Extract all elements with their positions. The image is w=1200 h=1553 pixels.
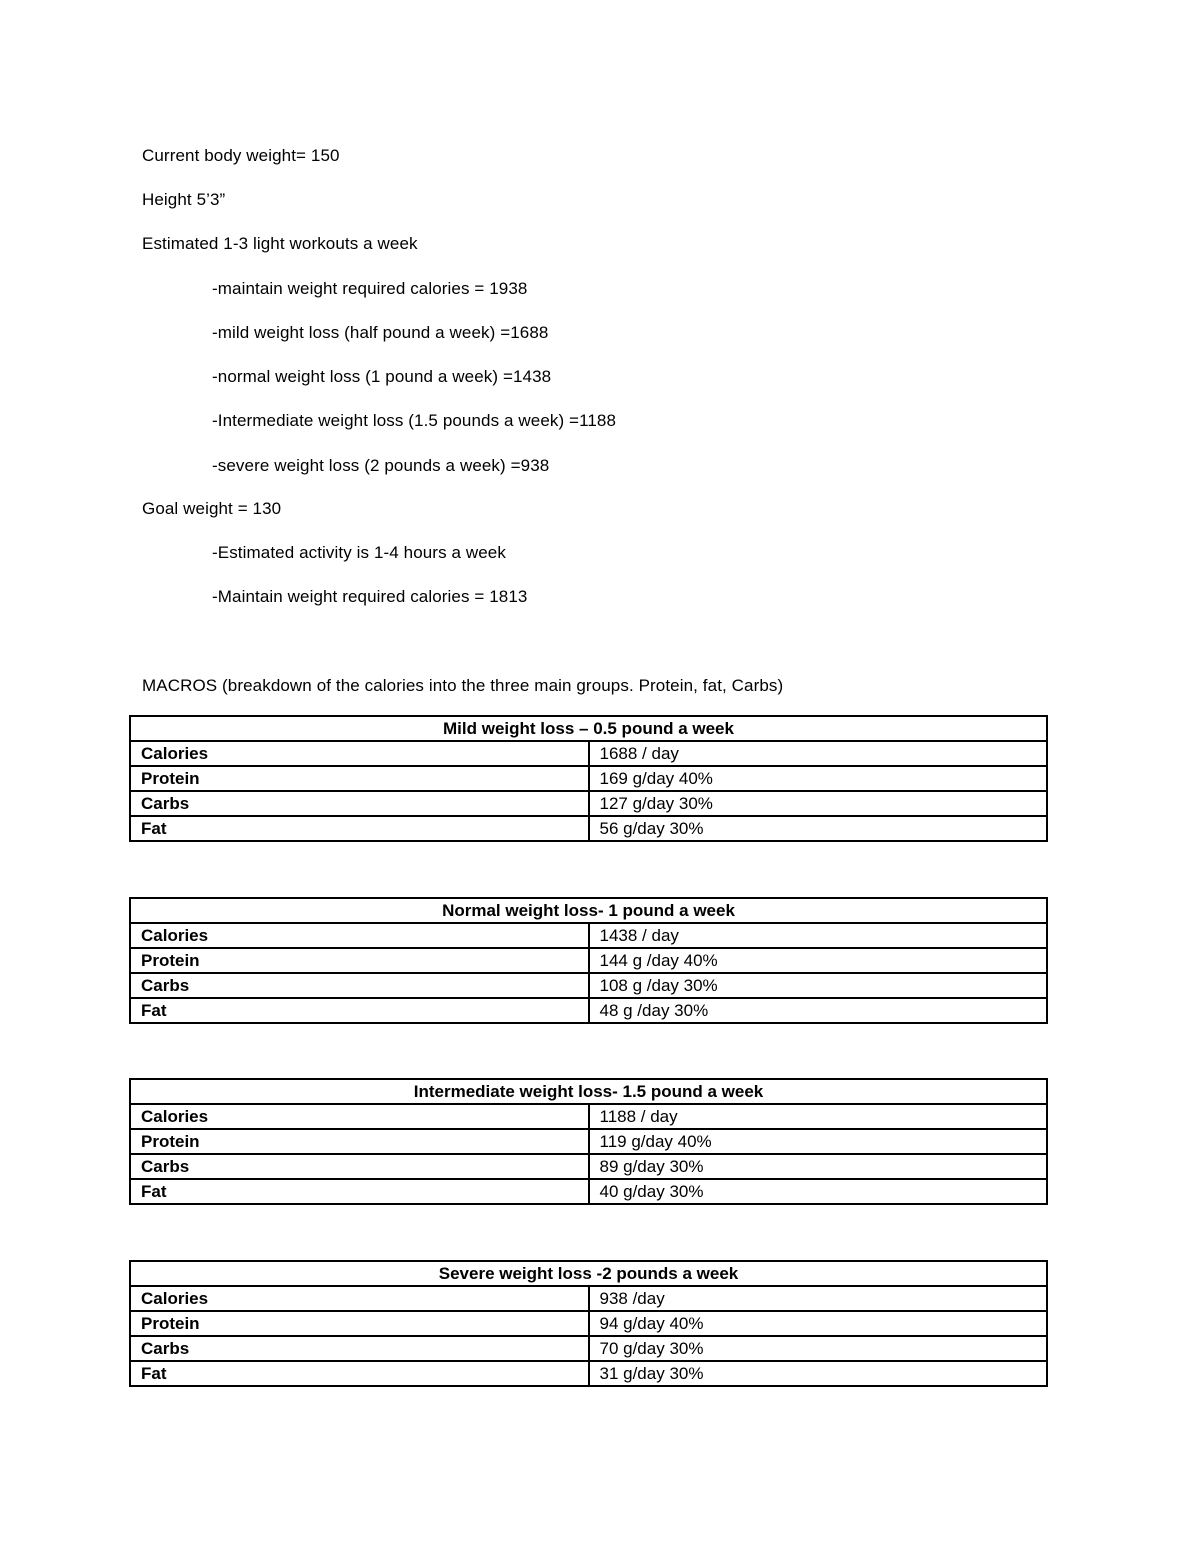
table-row	[130, 923, 1047, 948]
row-label: Carbs	[130, 973, 589, 998]
row-value: 1438 / day	[589, 923, 1048, 948]
row-label: Carbs	[130, 1154, 589, 1179]
row-label: Carbs	[130, 1336, 589, 1361]
table-row	[130, 998, 1047, 1023]
row-label: Fat	[130, 1361, 589, 1386]
current-weight-line: Current body weight= 150	[142, 146, 340, 165]
row-value: 70 g/day 30%	[589, 1336, 1048, 1361]
row-label: Fat	[130, 816, 589, 841]
option-maintain: -maintain weight required calories = 1938	[212, 279, 528, 298]
table-title: Mild weight loss – 0.5 pound a week	[130, 716, 1047, 741]
row-label: Fat	[130, 998, 589, 1023]
row-label: Carbs	[130, 791, 589, 816]
table-row	[130, 1311, 1047, 1336]
option-severe: -severe weight loss (2 pounds a week) =938	[212, 456, 550, 475]
row-value: 56 g/day 30%	[589, 816, 1048, 841]
table-row	[130, 1179, 1047, 1204]
table-row	[130, 816, 1047, 841]
row-label: Protein	[130, 1311, 589, 1336]
row-value: 938 /day	[589, 1286, 1048, 1311]
macros-heading: MACROS (breakdown of the calories into the three main groups. Protein, fat, Carbs)	[142, 676, 784, 695]
row-value: 119 g/day 40%	[589, 1129, 1048, 1154]
table-row	[130, 1361, 1047, 1386]
row-value: 144 g /day 40%	[589, 948, 1048, 973]
table-row	[130, 791, 1047, 816]
row-value: 40 g/day 30%	[589, 1179, 1048, 1204]
row-label: Protein	[130, 948, 589, 973]
option-normal: -normal weight loss (1 pound a week) =1438	[212, 367, 552, 386]
option-mild: -mild weight loss (half pound a week) =1688	[212, 323, 549, 342]
goal-activity-note: -Estimated activity is 1-4 hours a week	[212, 543, 506, 562]
row-label: Fat	[130, 1179, 589, 1204]
table-title: Severe weight loss -2 pounds a week	[130, 1261, 1047, 1286]
table-row	[130, 766, 1047, 791]
goal-maintain-note: -Maintain weight required calories = 1813	[212, 587, 528, 606]
row-value: 89 g/day 30%	[589, 1154, 1048, 1179]
row-label: Protein	[130, 1129, 589, 1154]
table-row	[130, 1129, 1047, 1154]
row-value: 48 g /day 30%	[589, 998, 1048, 1023]
goal-weight-line: Goal weight = 130	[142, 499, 282, 518]
table-title-row	[130, 716, 1047, 741]
table-title-row	[130, 1261, 1047, 1286]
table-row	[130, 1154, 1047, 1179]
table-title-row	[130, 898, 1047, 923]
row-value: 108 g /day 30%	[589, 973, 1048, 998]
table-row	[130, 948, 1047, 973]
height-line: Height 5’3”	[142, 190, 226, 209]
table-row	[130, 741, 1047, 766]
row-label: Protein	[130, 766, 589, 791]
mild-loss-table	[129, 715, 1048, 842]
row-value: 1188 / day	[589, 1104, 1048, 1129]
row-label: Calories	[130, 741, 589, 766]
option-intermediate: -Intermediate weight loss (1.5 pounds a week) =1188	[212, 411, 617, 430]
table-title: Normal weight loss- 1 pound a week	[130, 898, 1047, 923]
activity-line: Estimated 1-3 light workouts a week	[142, 234, 418, 253]
table-row	[130, 1336, 1047, 1361]
row-label: Calories	[130, 1104, 589, 1129]
severe-loss-table	[129, 1260, 1048, 1387]
row-value: 169 g/day 40%	[589, 766, 1048, 791]
row-label: Calories	[130, 923, 589, 948]
table-row	[130, 1286, 1047, 1311]
normal-loss-table	[129, 897, 1048, 1024]
row-value: 127 g/day 30%	[589, 791, 1048, 816]
row-value: 1688 / day	[589, 741, 1048, 766]
intermediate-loss-table	[129, 1078, 1048, 1205]
table-row	[130, 1104, 1047, 1129]
table-row	[130, 973, 1047, 998]
table-title-row	[130, 1079, 1047, 1104]
row-value: 94 g/day 40%	[589, 1311, 1048, 1336]
row-label: Calories	[130, 1286, 589, 1311]
table-title: Intermediate weight loss- 1.5 pound a week	[130, 1079, 1047, 1104]
row-value: 31 g/day 30%	[589, 1361, 1048, 1386]
